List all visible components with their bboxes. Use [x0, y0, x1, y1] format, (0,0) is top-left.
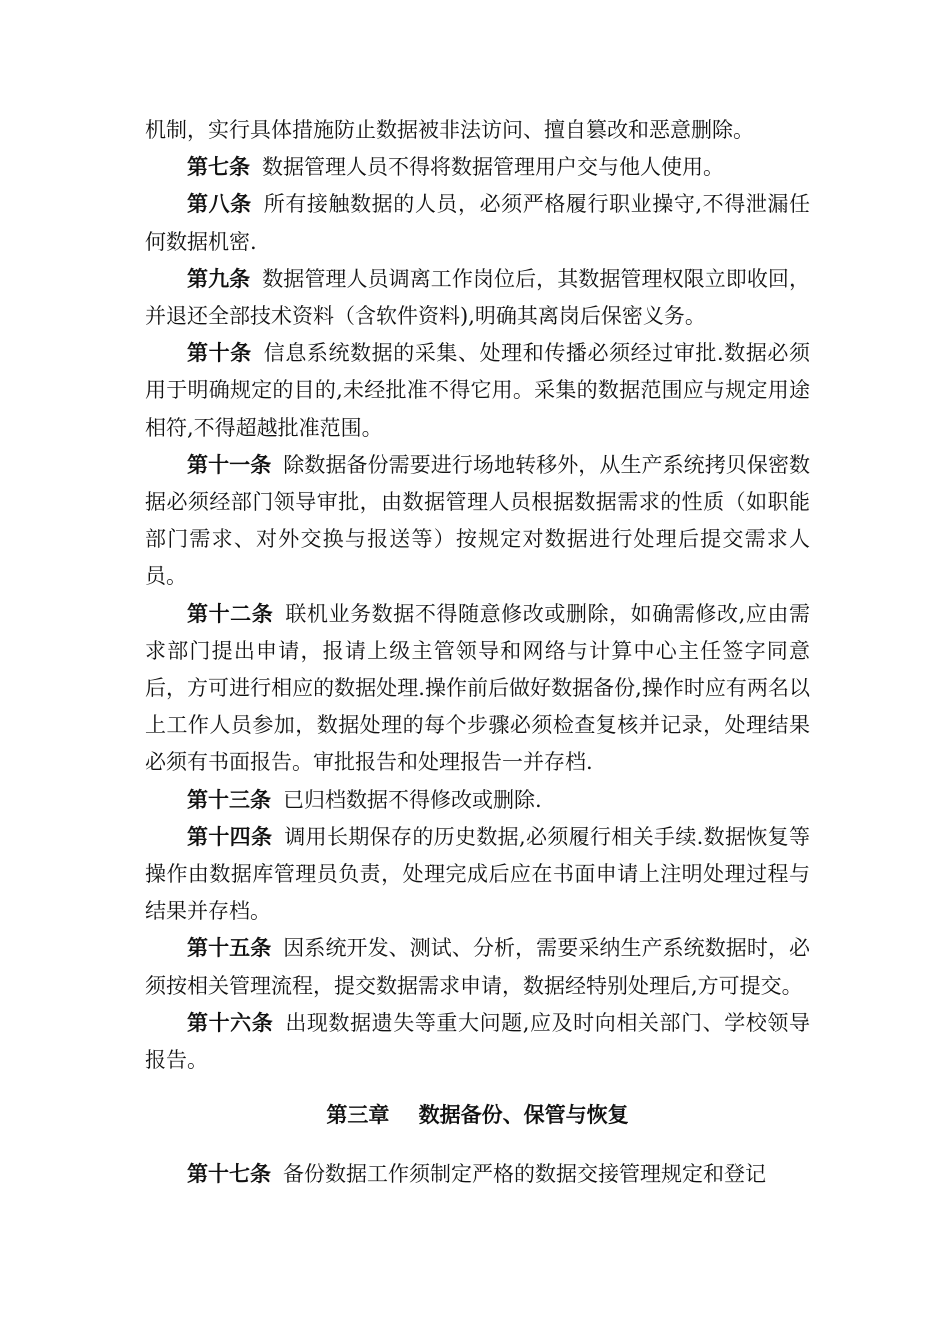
article-paragraph [145, 1005, 810, 1079]
article-paragraph [145, 819, 810, 931]
article-number: 第十二条 [187, 601, 274, 626]
article-number: 第十四条 [187, 824, 273, 849]
article-text: 所有接触数据的人员，必须严格履行职业操守,不得泄漏任何数据机密. [145, 192, 810, 254]
article-text: 数据管理人员不得将数据管理用户交与他人使用。 [262, 155, 724, 180]
article-text: 因系统开发、测试、分析，需要采纳生产系统数据时，必须按相关管理流程，提交数据需求申请，数据经特别处理后,方可提交。 [145, 936, 811, 998]
article-number: 第十五条 [187, 936, 272, 961]
article-number: 第十条 [187, 341, 252, 366]
article-number: 第十三条 [187, 787, 271, 812]
article-text: 除数据备份需要进行场地转移外，从生产系统拷贝保密数据必须经部门领导审批，由数据管理人员根据数据需求的性质（如职能部门需求、对外交换与报送等）按规定对数据进行处理后提交需求人员。 [145, 452, 811, 589]
article-paragraph [145, 1156, 810, 1193]
article-number: 第八条 [187, 192, 252, 217]
continuation-paragraph: 机制，实行具体措施防止数据被非法访问、擅自篡改和恶意删除。 [145, 118, 754, 142]
article-text: 已归档数据不得修改或删除. [283, 787, 542, 812]
chapter-heading: 第三章 数据备份、保管与恢复 [326, 1103, 629, 1128]
article-number: 第十七条 [187, 1162, 271, 1187]
article-paragraph [145, 782, 810, 819]
article-number: 第九条 [187, 266, 251, 291]
article-text: 联机业务数据不得随意修改或删除，如确需修改,应由需求部门提出申请，报请上级主管领导和网络与计算中心主任签字同意后，方可进行相应的数据处理.操作前后做好数据备份,操作时应有两名以上工作人员参加，数据处理的每个步骤必须检查复核并记录，处理结果必须有书面报告。审批报告和处理报告一并存档. [145, 601, 810, 775]
article-number: 第十一条 [187, 452, 272, 477]
document-page [145, 112, 810, 1193]
article-number: 第十六条 [187, 1010, 274, 1035]
article-text: 出现数据遗失等重大问题,应及时向相关部门、学校领导报告。 [145, 1010, 810, 1073]
article-paragraph [145, 930, 810, 1004]
article-text: 调用长期保存的历史数据,必须履行相关手续.数据恢复等操作由数据库管理员负责，处理完成后应在书面申请上注明处理过程与结果并存档。 [145, 824, 811, 924]
article-paragraph [145, 447, 810, 596]
article-paragraph [145, 186, 810, 260]
article-text: 备份数据工作须制定严格的数据交接管理规定和登记 [283, 1162, 766, 1187]
article-text: 信息系统数据的采集、处理和传播必须经过审批.数据必须用于明确规定的目的,未经批准不得它用。采集的数据范围应与规定用途相符,不得超越批准范围。 [145, 341, 810, 440]
articles-section-2 [145, 1156, 810, 1193]
article-paragraph [145, 335, 810, 447]
article-paragraph [145, 261, 810, 335]
articles-section [145, 149, 810, 1079]
article-paragraph [145, 596, 810, 782]
article-number: 第七条 [187, 155, 250, 180]
article-paragraph [145, 149, 810, 186]
article-text: 数据管理人员调离工作岗位后，其数据管理权限立即收回，并退还全部技术资料（含软件资料),明确其离岗后保密义务。 [145, 266, 811, 329]
